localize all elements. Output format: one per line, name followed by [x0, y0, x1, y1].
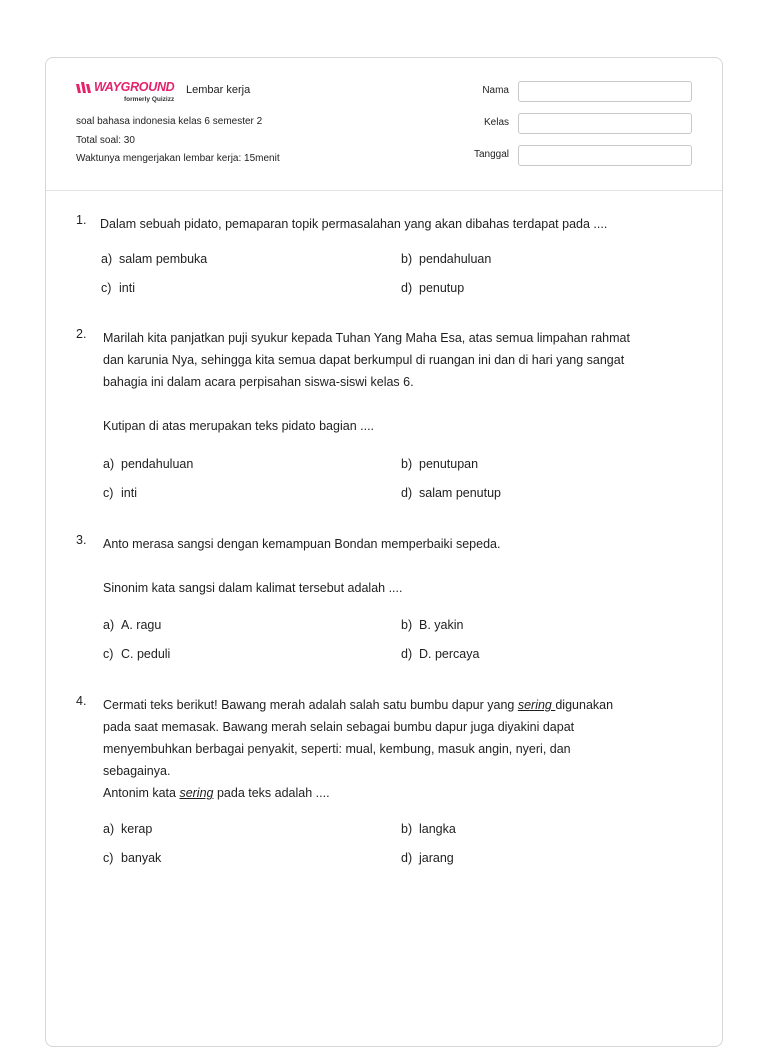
- option-text: B. yakin: [419, 618, 464, 632]
- question-total: Total soal: 30: [76, 135, 135, 146]
- question-prompt: [103, 782, 693, 804]
- option-text: langka: [419, 822, 456, 836]
- question-number: 4.: [76, 694, 87, 708]
- option-text: D. percaya: [419, 647, 480, 661]
- option-text: salam penutup: [419, 486, 502, 500]
- text-run: digunakan: [555, 698, 614, 712]
- option-letter: c): [103, 486, 114, 500]
- logo-wordmark: WAYGROUND: [94, 80, 175, 94]
- option-letter: a): [103, 457, 115, 471]
- option-c[interactable]: [103, 851, 161, 865]
- option-c[interactable]: [103, 486, 137, 500]
- option-letter: b): [401, 252, 413, 266]
- question-prompt: Sinonim kata sangsi dalam kalimat tersebut adalah ....: [103, 581, 403, 595]
- option-d[interactable]: [401, 851, 454, 865]
- option-letter: a): [103, 618, 115, 632]
- option-text: kerap: [121, 822, 153, 836]
- worksheet-header: [46, 58, 722, 191]
- question-line: menyembuhkan berbagai penyakit, seperti: mual, kembung, masuk angin, nyeri, dan: [103, 742, 571, 756]
- question-number: 2.: [76, 327, 87, 341]
- option-a[interactable]: [103, 457, 193, 471]
- option-letter: d): [401, 486, 413, 500]
- logo-mark-icon: [76, 82, 94, 94]
- date-field[interactable]: [518, 145, 692, 166]
- option-text: pendahuluan: [419, 252, 492, 266]
- question-prompt: Kutipan di atas merupakan teks pidato bagian ....: [103, 419, 375, 433]
- option-text: inti: [119, 281, 135, 295]
- option-letter: d): [401, 851, 413, 865]
- time-limit: Waktunya mengerjakan lembar kerja: 15menit: [76, 153, 280, 164]
- text-run: Cermati teks berikut! Bawang merah adalah salah satu bumbu dapur yang: [103, 698, 518, 712]
- option-text: A. ragu: [121, 618, 162, 632]
- question-line: Marilah kita panjatkan puji syukur kepada Tuhan Yang Maha Esa, atas semua limpahan rahmat: [103, 331, 630, 345]
- option-d[interactable]: [401, 486, 501, 500]
- worksheet-page: [45, 57, 723, 1047]
- option-letter: d): [401, 647, 413, 661]
- option-text: banyak: [121, 851, 162, 865]
- question-number: 1.: [76, 213, 87, 227]
- underlined-word: sering: [179, 786, 214, 800]
- question-line: pada saat memasak. Bawang merah selain sebagai bumbu dapur juga diyakini dapat: [103, 720, 575, 734]
- logo-subtitle: formerly Quizizz: [124, 96, 175, 103]
- worksheet-label: Lembar kerja: [186, 84, 251, 96]
- option-letter: c): [103, 851, 114, 865]
- class-label: Kelas: [483, 117, 509, 128]
- date-label: Tanggal: [473, 149, 509, 160]
- option-a[interactable]: [101, 252, 207, 266]
- option-letter: d): [401, 281, 413, 295]
- option-b[interactable]: [401, 252, 491, 266]
- option-letter: a): [103, 822, 115, 836]
- question-text: [103, 694, 693, 804]
- underlined-word: sering: [517, 698, 556, 712]
- question-text: [100, 213, 690, 235]
- option-letter: b): [401, 822, 413, 836]
- option-letter: a): [101, 252, 113, 266]
- option-d[interactable]: [401, 647, 479, 661]
- option-c[interactable]: [101, 281, 135, 295]
- question-text: [103, 327, 693, 437]
- question-stem: Anto merasa sangsi dengan kemampuan Bondan memperbaiki sepeda.: [103, 537, 501, 551]
- option-letter: c): [103, 647, 114, 661]
- question-line: sebagainya.: [103, 764, 171, 778]
- option-letter: b): [401, 457, 413, 471]
- option-text: inti: [121, 486, 137, 500]
- question-text: [103, 533, 693, 599]
- option-letter: b): [401, 618, 413, 632]
- question-line: [103, 694, 693, 716]
- option-c[interactable]: [103, 647, 170, 661]
- option-b[interactable]: [401, 822, 456, 836]
- option-letter: c): [101, 281, 112, 295]
- wayground-logo: [76, 80, 182, 106]
- question-line: bahagia ini dalam acara perpisahan siswa-siswi kelas 6.: [103, 375, 414, 389]
- option-b[interactable]: [401, 457, 478, 471]
- option-d[interactable]: [401, 281, 464, 295]
- name-label: Nama: [482, 85, 509, 96]
- worksheet-title: soal bahasa indonesia kelas 6 semester 2: [76, 116, 263, 127]
- question-number: 3.: [76, 533, 87, 547]
- option-text: pendahuluan: [121, 457, 194, 471]
- option-a[interactable]: [103, 822, 152, 836]
- option-text: penutup: [419, 281, 465, 295]
- class-field[interactable]: [518, 113, 692, 134]
- name-field[interactable]: [518, 81, 692, 102]
- option-text: C. peduli: [121, 647, 171, 661]
- option-text: penutupan: [419, 457, 479, 471]
- text-run: pada teks adalah ....: [213, 786, 330, 800]
- option-a[interactable]: [103, 618, 161, 632]
- option-text: salam pembuka: [119, 252, 208, 266]
- option-text: jarang: [419, 851, 454, 865]
- text-run: Antonim kata: [103, 786, 180, 800]
- option-b[interactable]: [401, 618, 463, 632]
- question-line: dan karunia Nya, sehingga kita semua dapat berkumpul di ruangan ini dan di hari yang sangat: [103, 353, 625, 367]
- question-stem: Dalam sebuah pidato, pemaparan topik permasalahan yang akan dibahas terdapat pada ....: [100, 217, 608, 231]
